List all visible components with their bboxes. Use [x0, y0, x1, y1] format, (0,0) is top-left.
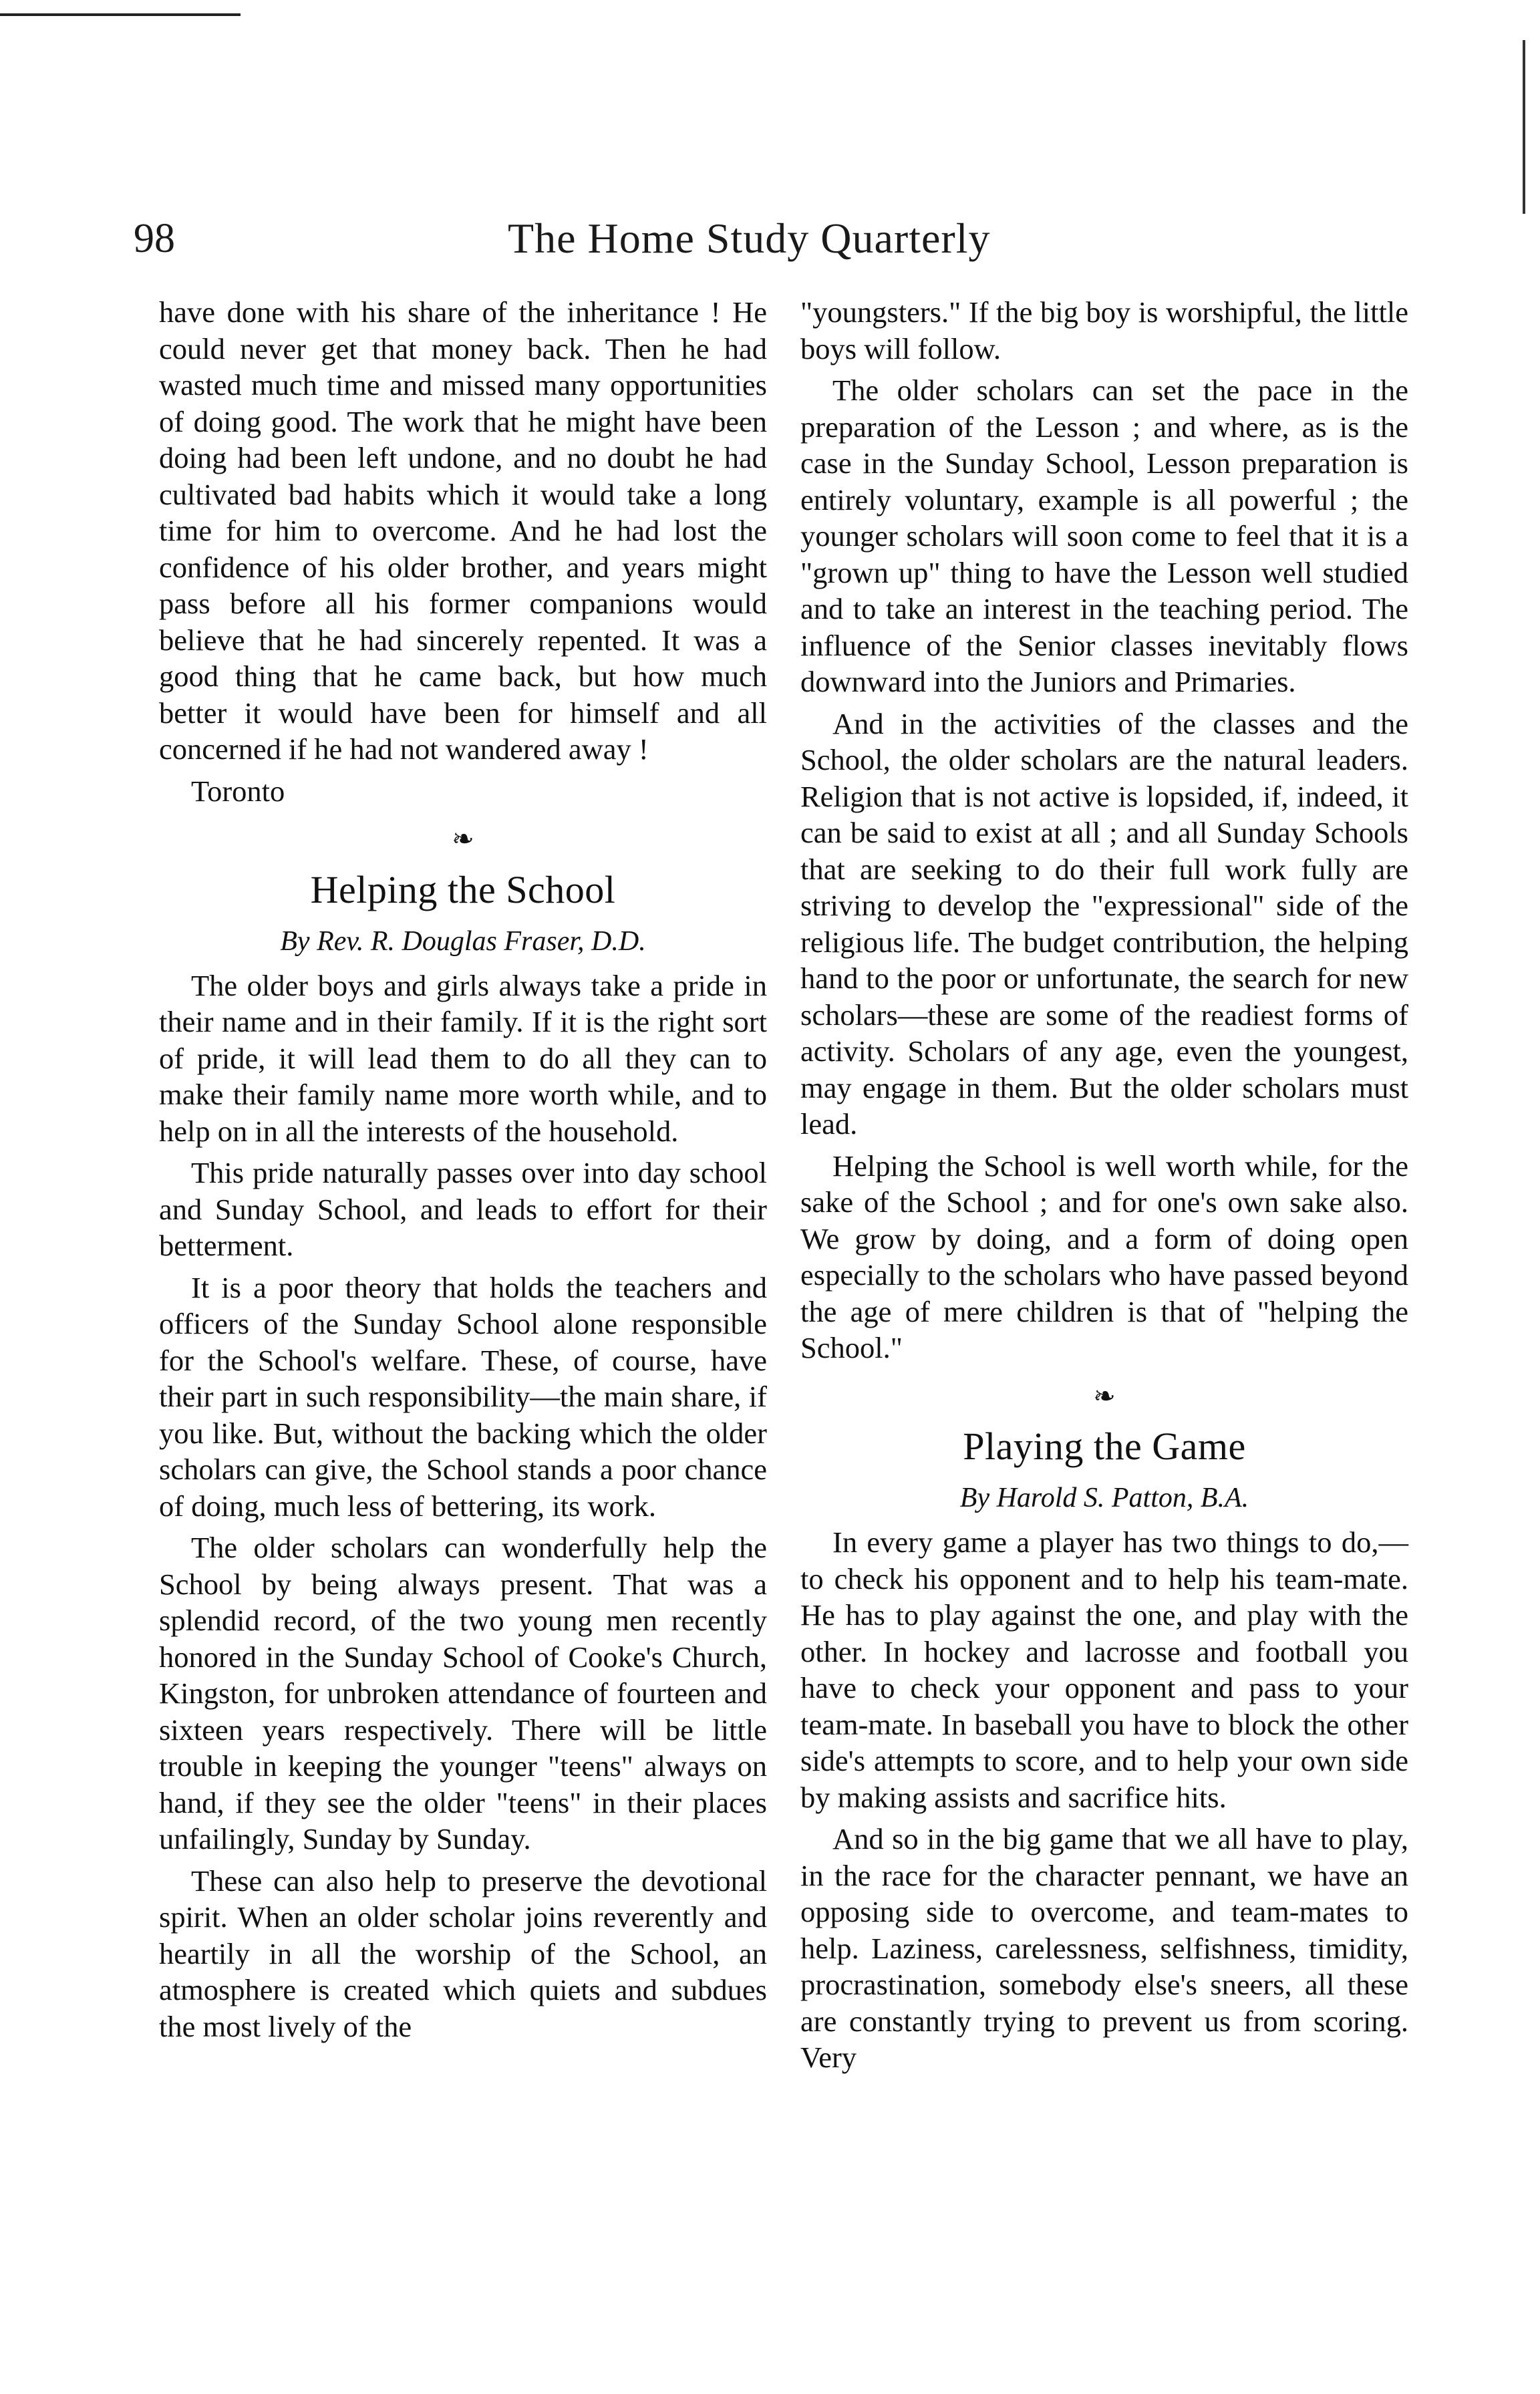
- page-edge-mark: [1523, 40, 1525, 214]
- section-ornament-icon: ❧: [452, 824, 474, 854]
- running-title: The Home Study Quarterly: [508, 214, 991, 262]
- body-paragraph: The older scholars can wonderfully help the School by being always present. That was a splendid record, of the two young men recently honored in the Sunday School of Cooke's Church, Kingston, for unbroken attendance of fourteen and sixteen years respectively. There will be little trouble in keeping the younger "teens" always on hand, if they see the older "teens" in their places unfailingly, Sunday by Sunday.: [159, 1531, 767, 1855]
- continued-paragraph: have done with his share of the inheritance ! He could never get that money back. Then he had wasted much time and missed many opportunities of doing good. The work that he might have been doing had been left undone, and no doubt he had cultivated bad habits which it would take a long time for him to overcome. And he had lost the confidence of his older brother, and years might pass before all his former companions would believe that he had sincerely repented. It was a good thing that he came back, but how much better it would have been for himself and all concerned if he had not wandered away !: [159, 295, 767, 766]
- continued-paragraph: "youngsters." If the big boy is worshipful, the little boys will follow.: [800, 295, 1408, 365]
- page-header: [134, 207, 1403, 281]
- article-byline: By Harold S. Patton, B.A.: [959, 1483, 1249, 1513]
- body-paragraph: This pride naturally passes over into day school and Sunday School, and leads to effort for their betterment.: [159, 1156, 767, 1262]
- body-paragraph: And so in the big game that we all have to play, in the race for the character pennant, we have an opposing side to overcome, and team-mates to help. Laziness, carelessness, selfishness, timidity, procrastination, somebody else's sneers, all these are constantly trying to prevent us from scoring. Very: [800, 1822, 1408, 2074]
- body-paragraph: These can also help to preserve the devotional spirit. When an older scholar joins reverently and heartily in all the worship of the School, an atmosphere is created which quiets and subdues the most lively of the: [159, 1863, 767, 2043]
- body-paragraph: Helping the School is well worth while, for the sake of the School ; and for one's own sake also. We grow by doing, and a form of doing open especially to the scholars who have passed beyond the age of mere children is that of "helping the School.": [800, 1149, 1408, 1364]
- body-paragraph: It is a poor theory that holds the teachers and officers of the Sunday School alone responsible for the School's welfare. These, of course, have their part in such responsibility—the main share, if you like. But, without the backing which the older scholars can give, the School stands a poor chance of doing, much less of bettering, its work.: [159, 1270, 767, 1523]
- right-column: [800, 294, 1408, 2081]
- top-rule: [0, 13, 241, 16]
- article-byline: By Rev. R. Douglas Fraser, D.D.: [280, 925, 646, 957]
- body-paragraph: And in the activities of the classes and the School, the older scholars are the natural leaders. Religion that is not active is lopsided, if, indeed, it can be said to exist at all ; and all Sunday Schools that are seeking to do their full work fully are striving to develop the "expressional" side of the religious life. The budget contribution, the helping hand to the poor or unfortunate, the search for new scholars—these are some of the readiest forms of activity. Scholars of any age, even the youngest, may engage in them. But the older scholars must lead.: [800, 706, 1408, 1141]
- signoff-location: Toronto: [191, 774, 285, 808]
- article-title-playing-the-game: Playing the Game: [963, 1425, 1246, 1468]
- left-column: [159, 294, 767, 2050]
- section-ornament-icon: ❧: [1093, 1380, 1116, 1411]
- article-title-helping-the-school: Helping the School: [310, 867, 616, 911]
- body-paragraph: The older boys and girls always take a pride in their name and in their family. If it is the right sort of pride, it will lead them to do all they can to make their family name more worth while, and to help on in all the interests of the household.: [159, 968, 767, 1148]
- page-number: 98: [134, 216, 175, 261]
- body-paragraph: The older scholars can set the pace in the preparation of the Lesson ; and where, as is the case in the Sunday School, Lesson preparation is entirely voluntary, example is all powerful ; the younger scholars will soon come to feel that it is a "grown up" thing to have the Lesson well studied and to take an interest in the teaching period. The influence of the Senior classes inevitably flows downward into the Juniors and Primaries.: [800, 373, 1408, 698]
- body-paragraph: In every game a player has two things to do,—to check his opponent and to help his team-mate. He has to play against the one, and play with the other. In hockey and lacrosse and football you have to check your opponent and pass to your team-mate. In baseball you have to block the other side's attempts to score, and to help your own side by making assists and sacrifice hits.: [800, 1525, 1408, 1814]
